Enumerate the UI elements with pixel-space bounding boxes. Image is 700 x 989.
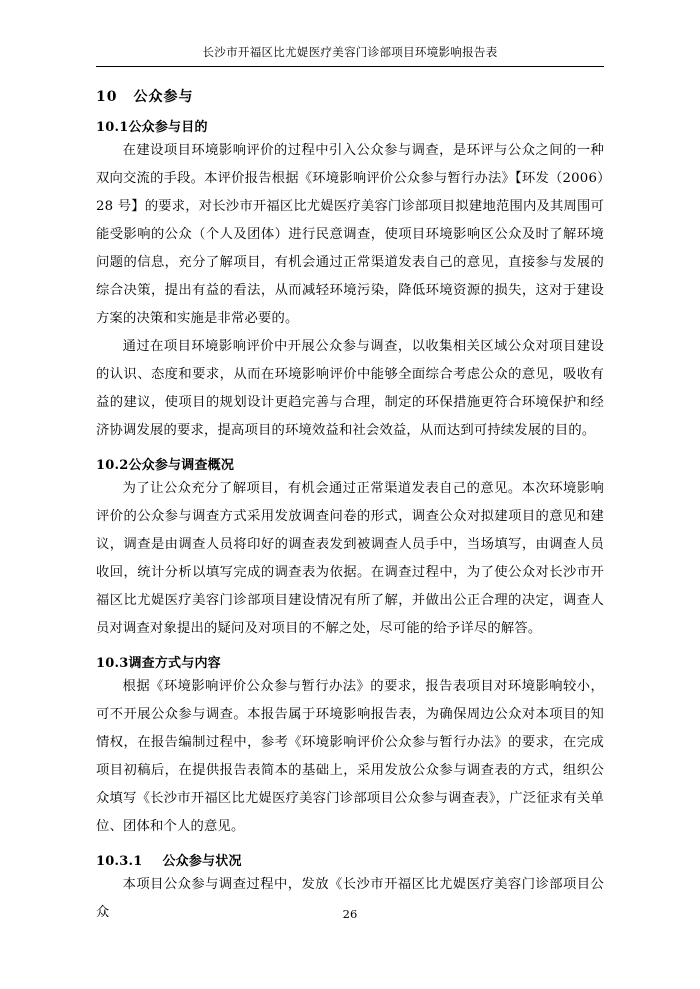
subsubsection-title: 公众参与状况 xyxy=(162,854,242,869)
paragraph: 在建设项目环境影响评价的过程中引入公众参与调查，是环评与公众之间的一种双向交流的手段。本评价报告根据《环境影响评价公众参与暂行办法》【环发（2006）28 号】的要求，对长沙市开福区比尤媞医疗美容门诊部项目拟建地范围内及其周围可能受影响的公众（个人及团体）进行民意调查，使项目环境影响区公众及时了解环境问题的信息，充分了解项目，有机会通过正常渠道发表自己的意见，直接参与发展的综合决策，提出有益的看法，从而减轻环境污染，降低环境资源的损失，这对于建设方案的决策和实施是非常必要的。 xyxy=(96,143,604,326)
subsection-heading-10-3: 10.3调查方式与内容 xyxy=(96,656,221,671)
subsubsection-heading-10-3-1 xyxy=(96,850,604,869)
section-number: 10 xyxy=(96,89,118,105)
paragraph: 通过在项目环境影响评价中开展公众参与调查，以收集相关区域公众对项目建设的认识、态度和要求，从而在环境影响评价中能够全面综合考虑公众的意见，吸收有益的建议，使项目的规划设计更趋完善与合理，制定的环保措施更符合环境保护和经济协调发展的要求，提高项目的环境效益和社会效益，从而达到可持续发展的目的。 xyxy=(96,339,604,438)
page-number: 26 xyxy=(342,907,358,921)
paragraph: 本项目公众参与调查过程中，发放《长沙市开福区比尤媞医疗美容门诊部项目公众 xyxy=(96,877,604,920)
subsection-heading-10-1: 10.1公众参与目的 xyxy=(96,120,208,135)
page-content xyxy=(96,78,604,927)
paragraph: 为了让公众充分了解项目，有机会通过正常渠道发表自己的意见。本次环境影响评价的公众参与调查方式采用发放调查问卷的形式，调查公众对拟建项目的意见和建议，调查是由调查人员将印好的调查表发到被调查人员手中，当场填写，由调查人员收回，统计分析以填写完成的调查表为依据。在调查过程中，为了使公众对长沙市开福区比尤媞医疗美容门诊部项目建设情况有所了解，并做出公正合理的决定，调查人员对调查对象提出的疑问及对项目的不解之处，尽可能的给予详尽的解答。 xyxy=(96,481,604,636)
subsubsection-number: 10.3.1 xyxy=(96,854,143,869)
paragraph: 根据《环境影响评价公众参与暂行办法》的要求，报告表项目对环境影响较小，可不开展公众参与调查。本报告属于环境影响报告表，为确保周边公众对本项目的知情权，在报告编制过程中，参考《环境影响评价公众参与暂行办法》的要求，在完成项目初稿后，在提供报告表简本的基础上，采用发放公众参与调查表的方式，组织公众填写《长沙市开福区比尤媞医疗美容门诊部项目公众参与调查表》，广泛征求有关单位、团体和个人的意见。 xyxy=(96,679,604,834)
header-divider xyxy=(96,66,604,67)
subsection-heading-10-2: 10.2公众参与调查概况 xyxy=(96,458,235,473)
running-header: 长沙市开福区比尤媞医疗美容门诊部项目环境影响报告表 xyxy=(202,45,498,59)
section-title: 公众参与 xyxy=(133,89,194,105)
section-heading xyxy=(96,86,604,106)
